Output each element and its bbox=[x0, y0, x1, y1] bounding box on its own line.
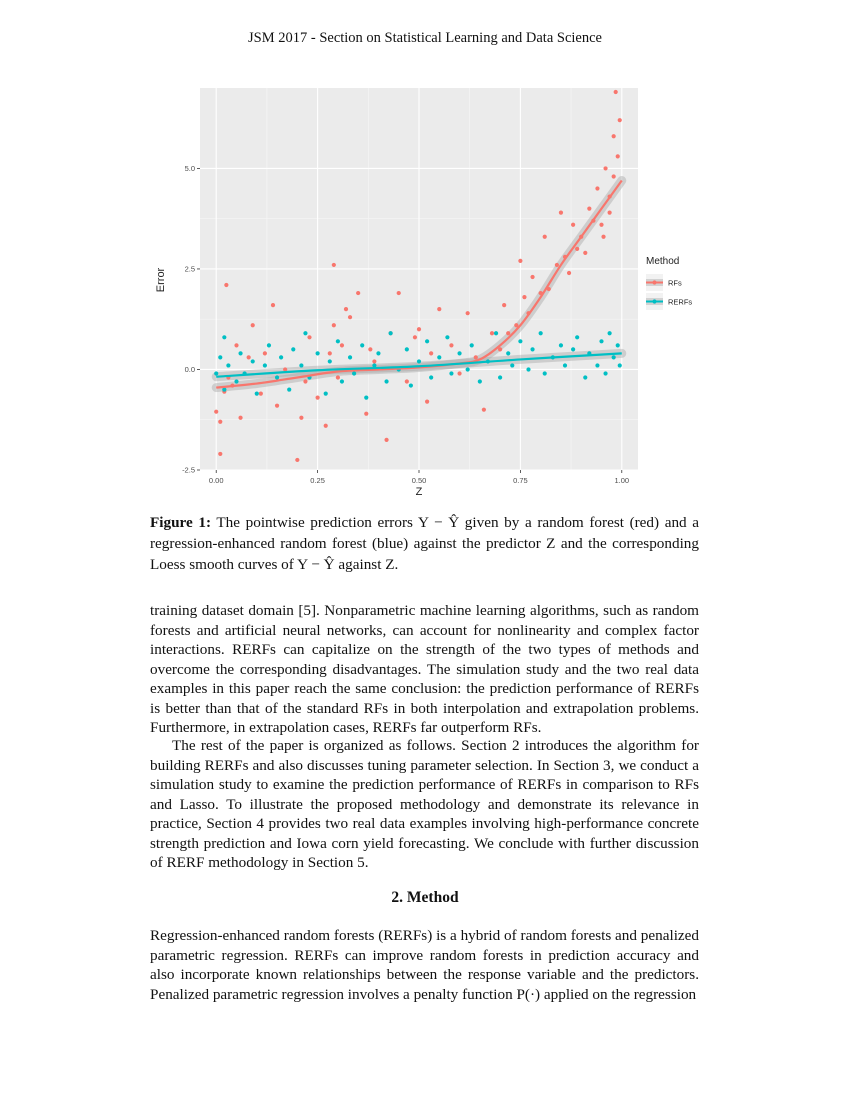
point-rerfs bbox=[267, 343, 271, 347]
point-rerfs bbox=[316, 351, 320, 355]
point-rerfs bbox=[425, 339, 429, 343]
section-heading: 2. Method bbox=[391, 889, 459, 906]
point-rerfs bbox=[214, 371, 218, 375]
point-rfs bbox=[425, 400, 429, 404]
point-rerfs bbox=[348, 355, 352, 359]
point-rfs bbox=[543, 235, 547, 239]
point-rfs bbox=[571, 223, 575, 227]
y-tick-label: -2.5 bbox=[182, 465, 195, 475]
point-rfs bbox=[482, 408, 486, 412]
point-rerfs bbox=[360, 343, 364, 347]
point-rerfs bbox=[449, 371, 453, 375]
point-rfs bbox=[234, 343, 238, 347]
point-rerfs bbox=[352, 371, 356, 375]
point-rfs bbox=[348, 315, 352, 319]
running-header: JSM 2017 - Section on Statistical Learning and Data Science bbox=[248, 30, 602, 46]
point-rfs bbox=[344, 307, 348, 311]
point-rfs bbox=[283, 367, 287, 371]
point-rfs bbox=[502, 303, 506, 307]
point-rfs bbox=[271, 303, 275, 307]
point-rfs bbox=[616, 154, 620, 158]
point-rfs bbox=[575, 247, 579, 251]
figure-caption bbox=[150, 512, 699, 575]
point-rfs bbox=[384, 438, 388, 442]
point-rerfs bbox=[417, 359, 421, 363]
point-rfs bbox=[587, 207, 591, 211]
paragraph-organization: The rest of the paper is organized as follows. Section 2 introduces the algorithm for building RERFs and also discusses tuning parameter selection. In Section 3, we conduct a simulation study to examine the prediction performance of RERFs in comparison to RFs and Lasso. To illustrate the proposed methodology and demonstrate its relevance in practice, Section 4 provides two real data examples involving high-performance concrete strength prediction and Iowa corn yield forecasting. We conclude with further discussion of RERF methodology in Section 5. bbox=[150, 737, 699, 871]
point-rfs bbox=[316, 396, 320, 400]
point-rfs bbox=[603, 166, 607, 170]
x-tick-label: 0.00 bbox=[208, 476, 224, 485]
x-tick-label: 0.25 bbox=[310, 476, 325, 485]
legend-key-point bbox=[652, 299, 656, 303]
point-rfs bbox=[429, 351, 433, 355]
paragraph-intro: training dataset domain [5]. Nonparametric machine learning algorithms, such as random forests and artificial neural networks, can account for nonlinearity and complex factor interactions. RERFs can capitalize on the strength of the two types of methods and overcome the corresponding disadvantages. The simulation study and the two real data examples in this paper reach the same conclusion: the prediction performance of RERFs is better than that of the standard RFs in both interpolation and extrapolation problems. Furthermore, in extrapolation cases, RERFs far outperform RFs. bbox=[150, 602, 699, 736]
figure-scatter-plot bbox=[150, 80, 710, 500]
x-tick-label: 0.75 bbox=[513, 476, 528, 485]
point-rerfs bbox=[218, 355, 222, 359]
point-rerfs bbox=[303, 331, 307, 335]
legend-label-rerfs: RERFs bbox=[668, 297, 693, 307]
point-rerfs bbox=[384, 379, 388, 383]
point-rfs bbox=[368, 347, 372, 351]
point-rerfs bbox=[437, 355, 441, 359]
point-rfs bbox=[224, 283, 228, 287]
point-rfs bbox=[599, 223, 603, 227]
point-rfs bbox=[595, 186, 599, 190]
point-rfs bbox=[466, 311, 470, 315]
y-tick-label: 5.0 bbox=[184, 164, 195, 174]
point-rfs bbox=[567, 271, 571, 275]
point-rerfs bbox=[575, 335, 579, 339]
point-rfs bbox=[364, 412, 368, 416]
point-rfs bbox=[490, 331, 494, 335]
point-rfs bbox=[218, 420, 222, 424]
point-rerfs bbox=[526, 367, 530, 371]
point-rfs bbox=[324, 424, 328, 428]
point-rerfs bbox=[618, 363, 622, 367]
point-rerfs bbox=[543, 371, 547, 375]
point-rfs bbox=[612, 134, 616, 138]
point-rerfs bbox=[530, 347, 534, 351]
point-rfs bbox=[474, 355, 478, 359]
point-rfs bbox=[263, 351, 267, 355]
point-rerfs bbox=[336, 339, 340, 343]
point-rfs bbox=[299, 416, 303, 420]
point-rerfs bbox=[222, 387, 226, 391]
point-rerfs bbox=[470, 343, 474, 347]
point-rerfs bbox=[409, 383, 413, 387]
point-rerfs bbox=[494, 331, 498, 335]
caption-text: The pointwise prediction errors Y − Ŷ given by a random forest (red) and a regression-enhanced random forest (blue) against the predictor Z and the corresponding Loess smooth curves of Y − Ŷ against Z. bbox=[150, 514, 699, 573]
point-rfs bbox=[437, 307, 441, 311]
point-rerfs bbox=[376, 351, 380, 355]
legend bbox=[646, 256, 692, 310]
y-tick-label: 0.0 bbox=[184, 365, 195, 375]
point-rerfs bbox=[324, 392, 328, 396]
point-rfs bbox=[303, 379, 307, 383]
y-axis-label: Error bbox=[155, 267, 167, 293]
point-rfs bbox=[405, 379, 409, 383]
point-rerfs bbox=[599, 339, 603, 343]
y-tick-label: 2.5 bbox=[184, 264, 195, 274]
point-rfs bbox=[555, 263, 559, 267]
point-rerfs bbox=[539, 331, 543, 335]
x-axis-label: Z bbox=[415, 486, 423, 498]
point-rfs bbox=[522, 295, 526, 299]
point-rerfs bbox=[263, 363, 267, 367]
point-rerfs bbox=[563, 363, 567, 367]
point-rfs bbox=[328, 351, 332, 355]
point-rfs bbox=[559, 211, 563, 215]
point-rerfs bbox=[466, 367, 470, 371]
point-rerfs bbox=[518, 339, 522, 343]
point-rfs bbox=[251, 323, 255, 327]
point-rerfs bbox=[595, 363, 599, 367]
legend-key-point bbox=[652, 280, 656, 284]
point-rfs bbox=[608, 211, 612, 215]
point-rfs bbox=[601, 235, 605, 239]
point-rfs bbox=[275, 404, 279, 408]
point-rfs bbox=[449, 343, 453, 347]
point-rerfs bbox=[328, 359, 332, 363]
point-rfs bbox=[332, 263, 336, 267]
point-rerfs bbox=[255, 392, 259, 396]
x-tick-label: 0.50 bbox=[411, 476, 427, 485]
point-rerfs bbox=[506, 351, 510, 355]
point-rerfs bbox=[364, 396, 368, 400]
point-rfs bbox=[218, 452, 222, 456]
point-rfs bbox=[614, 90, 618, 94]
point-rerfs bbox=[299, 363, 303, 367]
legend-title: Method bbox=[646, 256, 680, 267]
paragraph-method: Regression-enhanced random forests (RERFs) is a hybrid of random forests and penalized parametric regression. RERFs can improve random forests in prediction accuracy and also incorporate known relationships between the response variable and the predictors. Penalized parametric regression involves a penalty function P(·) applied on the regression bbox=[150, 927, 699, 1003]
point-rerfs bbox=[429, 375, 433, 379]
point-rerfs bbox=[478, 379, 482, 383]
point-rerfs bbox=[238, 351, 242, 355]
point-rfs bbox=[295, 458, 299, 462]
point-rerfs bbox=[559, 343, 563, 347]
point-rfs bbox=[372, 359, 376, 363]
point-rfs bbox=[618, 118, 622, 122]
point-rerfs bbox=[583, 375, 587, 379]
point-rfs bbox=[259, 392, 263, 396]
point-rerfs bbox=[608, 331, 612, 335]
point-rfs bbox=[612, 174, 616, 178]
point-rerfs bbox=[603, 371, 607, 375]
point-rfs bbox=[457, 371, 461, 375]
point-rerfs bbox=[279, 355, 283, 359]
point-rfs bbox=[307, 335, 311, 339]
point-rerfs bbox=[372, 363, 376, 367]
point-rfs bbox=[518, 259, 522, 263]
point-rerfs bbox=[287, 387, 291, 391]
legend-label-rfs: RFs bbox=[668, 278, 682, 288]
point-rerfs bbox=[498, 375, 502, 379]
point-rerfs bbox=[389, 331, 393, 335]
point-rerfs bbox=[616, 343, 620, 347]
point-rfs bbox=[214, 410, 218, 414]
point-rerfs bbox=[275, 375, 279, 379]
point-rfs bbox=[356, 291, 360, 295]
point-rerfs bbox=[510, 363, 514, 367]
point-rerfs bbox=[234, 379, 238, 383]
point-rfs bbox=[397, 291, 401, 295]
point-rfs bbox=[332, 323, 336, 327]
point-rerfs bbox=[251, 359, 255, 363]
x-tick-label: 1.00 bbox=[614, 476, 630, 485]
point-rfs bbox=[340, 343, 344, 347]
point-rfs bbox=[238, 416, 242, 420]
point-rfs bbox=[530, 275, 534, 279]
point-rerfs bbox=[291, 347, 295, 351]
point-rerfs bbox=[612, 355, 616, 359]
point-rerfs bbox=[571, 347, 575, 351]
point-rerfs bbox=[340, 379, 344, 383]
point-rerfs bbox=[226, 363, 230, 367]
point-rfs bbox=[413, 335, 417, 339]
point-rerfs bbox=[405, 347, 409, 351]
point-rfs bbox=[506, 331, 510, 335]
point-rfs bbox=[247, 355, 251, 359]
point-rerfs bbox=[457, 351, 461, 355]
caption-label: Figure 1: bbox=[150, 514, 212, 531]
point-rfs bbox=[417, 327, 421, 331]
point-rfs bbox=[583, 251, 587, 255]
point-rfs bbox=[336, 375, 340, 379]
point-rerfs bbox=[222, 335, 226, 339]
point-rerfs bbox=[445, 335, 449, 339]
